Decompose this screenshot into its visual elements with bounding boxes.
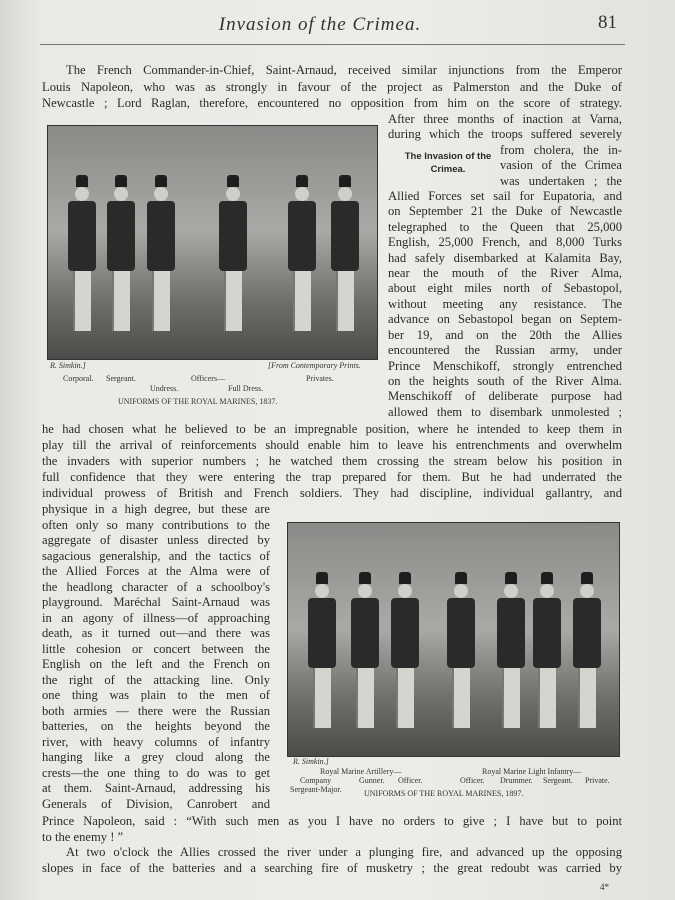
text-line: allowed them to disembark unmolested ; — [388, 404, 622, 419]
text-line: death, as it turned out—and there was — [42, 626, 270, 640]
text-line: aggregate of disaster unless directed by — [42, 533, 270, 547]
text-line: on the heights south of the River Alma. — [388, 373, 622, 388]
text-line: ber 19, and on the 20th the Allies — [388, 327, 622, 342]
text-line: individual prowess of British and French soldiers. They had discipline, individual gallantry, and — [42, 486, 622, 500]
paragraph-block-3 — [42, 421, 622, 501]
text-line: Prince Napoleon, said : “With such men as you I have no orders to give ; I have but to point — [42, 814, 622, 828]
soldier-figure — [573, 572, 601, 728]
soldier-figure — [288, 175, 316, 331]
text-line: telegraphed to the Queen that 25,000 — [388, 219, 622, 234]
text-line: Newcastle ; Lord Raglan, therefore, encountered no opposition from him on the score of strategy. — [42, 96, 622, 110]
text-line: the invaders with superior numbers ; he watched them crossing the stream below his position in — [42, 454, 622, 468]
text-line: in an agony of illness—of approaching — [42, 610, 270, 625]
text-line: about eight miles north of Sebastopol, — [388, 281, 622, 296]
text-line: one thing was plain to the men of — [42, 688, 270, 702]
paragraph-block-1 — [42, 62, 622, 112]
text-line: on September 21 the Duke of Newcastle — [388, 204, 622, 219]
soldier-figure — [533, 572, 561, 728]
text-line: Menschikoff of deliberate purpose had — [388, 389, 622, 404]
text-line: was undertaken ; the — [500, 173, 622, 188]
soldier-figure — [308, 572, 336, 728]
text-line: little cohesion or concert between the — [42, 641, 270, 656]
text-line: Prince Menschikoff, strongly entrenched — [388, 358, 622, 373]
figure1-label: Privates. — [306, 374, 334, 383]
text-line: English on the left and the French on — [42, 657, 270, 671]
text-line: the Allied Forces at the Alma were of — [42, 564, 270, 578]
text-line: advance on Sebastopol began on Septem- — [388, 312, 622, 327]
figure2-label: Gunner. — [359, 776, 385, 785]
marginal-note: The Invasion of the Crimea. — [404, 151, 492, 175]
soldier-figure — [447, 572, 475, 728]
figure2-label: Private. — [585, 776, 610, 785]
paragraph-block-4 — [42, 502, 270, 812]
text-line: often only so many contributions to the — [42, 517, 270, 532]
figure1-label: Full Dress. — [228, 384, 264, 393]
text-line: Generals of Division, Canrobert and — [42, 796, 270, 811]
text-line: After three months of inaction at Varna, — [388, 112, 622, 126]
header-rule — [40, 44, 625, 45]
figure2-label: Officer. — [460, 776, 485, 785]
soldier-figure — [497, 572, 525, 728]
text-line: physique in a high degree, but these are — [42, 502, 270, 516]
text-line: At two o'clock the Allies crossed the river under a plunging fire, and advanced up the opposing — [66, 845, 622, 859]
page-number: 81 — [598, 12, 617, 33]
figure2-label: Sergeant. — [543, 776, 573, 785]
figure2-artist: R. Simkin.] — [293, 757, 329, 766]
figure1-label: Sergeant. — [106, 374, 136, 383]
figure2-label: Officer. — [398, 776, 423, 785]
text-line: playground. Maréchal Saint-Arnaud was — [42, 595, 270, 609]
text-line: crests—the one thing to do was to get — [42, 765, 270, 780]
figure1-artist: R. Simkin.] — [50, 361, 86, 370]
text-line: sagacious generalship, and the tactics of — [42, 548, 270, 563]
text-line: play till the arrival of reinforcements should enable him to leave his entrenchments and overwhelm — [42, 438, 622, 452]
soldier-figure — [147, 175, 175, 331]
soldier-figure — [391, 572, 419, 728]
figure1-title: UNIFORMS OF THE ROYAL MARINES, 1837. — [118, 397, 278, 406]
text-line: encountered the Russian army, under — [388, 343, 622, 358]
soldier-figure — [331, 175, 359, 331]
figure2-label: Royal Marine Light Infantry— — [482, 767, 582, 776]
text-line: during which the troops suffered severely — [388, 127, 622, 142]
text-line: batteries, on the heights beyond the — [42, 719, 270, 733]
text-line: without meeting any resistance. The — [388, 296, 622, 311]
text-line: vasion of the Crimea — [500, 158, 622, 173]
figure2-label: Royal Marine Artillery— — [320, 767, 402, 776]
soldier-figure — [68, 175, 96, 331]
text-line: river, with heavy columns of infantry — [42, 734, 270, 749]
figure1-label: Corporal. — [63, 374, 94, 383]
text-line: hanging like a grey cloud along the — [42, 750, 270, 764]
text-line: Louis Napoleon, who was as strongly in favour of the project as Palmerston and the Duke of — [42, 79, 622, 94]
paragraph-block-5 — [42, 814, 622, 876]
text-line: The French Commander-in-Chief, Saint-Arnaud, received similar injunctions from the Emperor — [66, 63, 622, 77]
text-line: from cholera, the in- — [500, 142, 622, 157]
figure1-label: Officers— — [191, 374, 226, 383]
text-line: at them. Saint-Arnaud, addressing his — [42, 781, 270, 795]
text-line: the right of the attacking line. Only — [42, 672, 270, 687]
text-line: to the enemy ! ” — [42, 829, 124, 844]
text-line: English, 25,000 French, and 8,000 Turks — [388, 235, 622, 250]
soldier-figure — [107, 175, 135, 331]
signature-mark: 4* — [600, 882, 609, 892]
figure2-label: Company — [300, 776, 332, 785]
figure2-label: Sergeant-Major. — [290, 785, 342, 794]
text-line: Allied Forces set sail for Eupatoria, and — [388, 189, 622, 204]
text-line: full confidence that they were entering the trap prepared for them. But he had underrated the — [42, 470, 622, 484]
illustration-marines-1837 — [47, 125, 378, 360]
soldier-figure — [219, 175, 247, 331]
figure2-label: Drummer. — [500, 776, 533, 785]
text-line: he had chosen what he believed to be an impregnable position, where he intended to keep them in — [42, 422, 622, 436]
running-header: Invasion of the Crimea. — [218, 14, 422, 35]
figure1-source: [From Contemporary Prints. — [268, 361, 361, 370]
illustration-marines-1897 — [287, 522, 620, 757]
soldier-figure — [351, 572, 379, 728]
text-line: the headlong character of a schoolboy's — [42, 579, 270, 594]
text-line: slopes in face of the batteries and a searching fire of musketry ; the great redoubt was carried by — [42, 860, 622, 875]
figure1-label: Undress. — [150, 384, 179, 393]
text-line: near the mouth of the River Alma, — [388, 266, 622, 281]
figure2-title: UNIFORMS OF THE ROYAL MARINES, 1897. — [364, 789, 524, 798]
text-line: had safely disembarked at Kalamita Bay, — [388, 250, 622, 265]
text-line: both armies — there were the Russian — [42, 703, 270, 718]
